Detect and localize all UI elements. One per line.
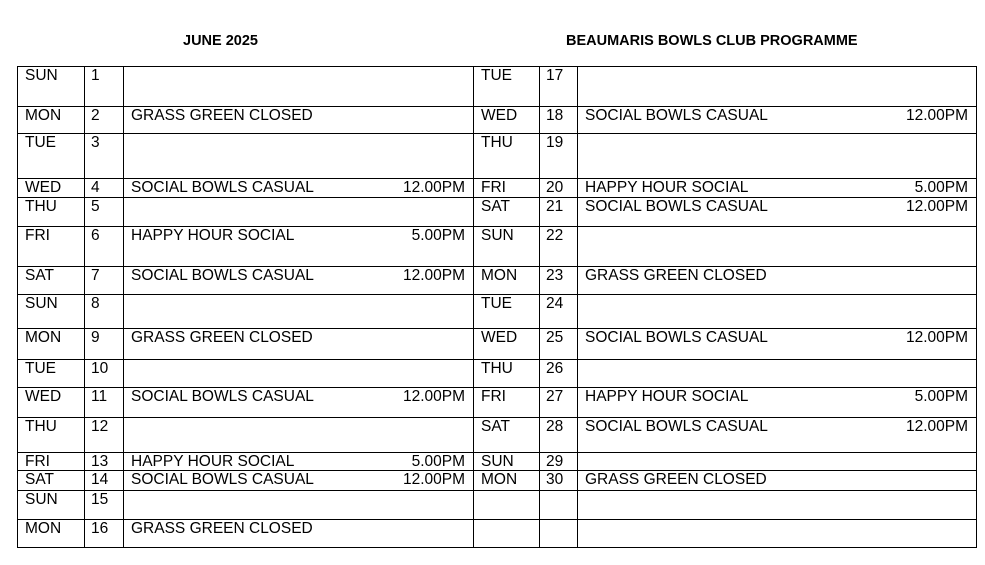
event-cell [124, 329, 474, 360]
table-row [18, 67, 977, 107]
day-cell: WED [474, 329, 540, 360]
day-cell: FRI [18, 227, 85, 267]
date-cell: 10 [85, 360, 124, 388]
event-cell [578, 227, 977, 267]
day-cell: TUE [18, 360, 85, 388]
event-name: SOCIAL BOWLS CASUAL [585, 418, 768, 435]
day-cell: SUN [474, 453, 540, 471]
day-cell: MON [18, 107, 85, 134]
day-cell: SAT [474, 418, 540, 453]
date-cell: 27 [540, 388, 578, 418]
date-cell [540, 520, 578, 548]
day-cell: THU [474, 360, 540, 388]
event-time: 5.00PM [411, 453, 465, 470]
day-cell: SAT [18, 471, 85, 491]
date-cell: 7 [85, 267, 124, 295]
day-cell [474, 520, 540, 548]
day-cell: WED [18, 179, 85, 198]
day-cell: WED [474, 107, 540, 134]
date-cell: 30 [540, 471, 578, 491]
date-cell: 26 [540, 360, 578, 388]
day-cell: FRI [474, 179, 540, 198]
event-cell [578, 360, 977, 388]
event-cell [578, 471, 977, 491]
day-cell: SUN [18, 67, 85, 107]
date-cell: 28 [540, 418, 578, 453]
day-cell: TUE [474, 295, 540, 329]
date-cell: 12 [85, 418, 124, 453]
event-cell [578, 134, 977, 179]
event-cell [124, 418, 474, 453]
event-cell [124, 360, 474, 388]
event-cell [578, 267, 977, 295]
event-cell [578, 67, 977, 107]
date-cell: 8 [85, 295, 124, 329]
date-cell: 4 [85, 179, 124, 198]
event-name: GRASS GREEN CLOSED [131, 329, 313, 346]
event-time: 12.00PM [402, 267, 465, 284]
event-name: HAPPY HOUR SOCIAL [585, 388, 749, 405]
day-cell: MON [474, 267, 540, 295]
date-cell: 23 [540, 267, 578, 295]
day-cell: SAT [18, 267, 85, 295]
event-name: HAPPY HOUR SOCIAL [585, 179, 749, 196]
event-cell [124, 471, 474, 491]
date-cell: 24 [540, 295, 578, 329]
event-cell [124, 453, 474, 471]
event-cell [124, 491, 474, 520]
date-cell: 11 [85, 388, 124, 418]
event-time: 12.00PM [905, 329, 968, 346]
event-name: SOCIAL BOWLS CASUAL [131, 471, 314, 488]
date-cell: 25 [540, 329, 578, 360]
club-programme-title: BEAUMARIS BOWLS CLUB PROGRAMME [566, 33, 858, 49]
event-time: 12.00PM [402, 471, 465, 488]
event-time: 12.00PM [905, 418, 968, 435]
day-cell [474, 491, 540, 520]
event-cell [578, 179, 977, 198]
day-cell: THU [18, 198, 85, 227]
table-row [18, 134, 977, 179]
event-cell [578, 198, 977, 227]
date-cell: 29 [540, 453, 578, 471]
day-cell: MON [18, 520, 85, 548]
day-cell: THU [18, 418, 85, 453]
date-cell: 17 [540, 67, 578, 107]
event-cell [578, 453, 977, 471]
event-time: 12.00PM [402, 388, 465, 405]
event-cell [578, 491, 977, 520]
date-cell: 16 [85, 520, 124, 548]
day-cell: FRI [474, 388, 540, 418]
date-cell: 5 [85, 198, 124, 227]
table-row [18, 179, 977, 198]
event-cell [124, 107, 474, 134]
table-row [18, 295, 977, 329]
day-cell: FRI [18, 453, 85, 471]
event-time: 12.00PM [905, 198, 968, 215]
date-cell: 3 [85, 134, 124, 179]
event-cell [124, 198, 474, 227]
event-name: SOCIAL BOWLS CASUAL [131, 388, 314, 405]
date-cell: 9 [85, 329, 124, 360]
table-row [18, 471, 977, 491]
date-cell: 21 [540, 198, 578, 227]
event-time: 5.00PM [914, 388, 968, 405]
event-name: SOCIAL BOWLS CASUAL [585, 107, 768, 124]
event-cell [578, 295, 977, 329]
event-cell [578, 418, 977, 453]
event-name: GRASS GREEN CLOSED [585, 267, 767, 284]
event-name: SOCIAL BOWLS CASUAL [131, 267, 314, 284]
event-name: HAPPY HOUR SOCIAL [131, 453, 295, 470]
event-time: 12.00PM [402, 179, 465, 196]
event-cell [578, 520, 977, 548]
day-cell: SUN [18, 491, 85, 520]
date-cell: 2 [85, 107, 124, 134]
event-cell [578, 388, 977, 418]
date-cell: 20 [540, 179, 578, 198]
event-name: SOCIAL BOWLS CASUAL [585, 329, 768, 346]
month-title: JUNE 2025 [183, 33, 258, 49]
table-row [18, 267, 977, 295]
table-row [18, 360, 977, 388]
date-cell: 18 [540, 107, 578, 134]
event-time: 12.00PM [905, 107, 968, 124]
table-row [18, 227, 977, 267]
event-name: GRASS GREEN CLOSED [131, 107, 313, 124]
date-cell: 13 [85, 453, 124, 471]
date-cell: 19 [540, 134, 578, 179]
event-cell [124, 388, 474, 418]
event-cell [578, 329, 977, 360]
day-cell: MON [474, 471, 540, 491]
date-cell [540, 491, 578, 520]
table-row [18, 520, 977, 548]
event-cell [124, 179, 474, 198]
date-cell: 14 [85, 471, 124, 491]
table-row [18, 198, 977, 227]
event-cell [124, 520, 474, 548]
event-time: 5.00PM [411, 227, 465, 244]
date-cell: 1 [85, 67, 124, 107]
date-cell: 15 [85, 491, 124, 520]
event-cell [578, 107, 977, 134]
event-time: 5.00PM [914, 179, 968, 196]
day-cell: SUN [18, 295, 85, 329]
event-cell [124, 227, 474, 267]
day-cell: WED [18, 388, 85, 418]
table-row [18, 329, 977, 360]
event-cell [124, 67, 474, 107]
event-name: GRASS GREEN CLOSED [585, 471, 767, 488]
event-cell [124, 295, 474, 329]
event-name: GRASS GREEN CLOSED [131, 520, 313, 537]
table-row [18, 107, 977, 134]
day-cell: SUN [474, 227, 540, 267]
table-row [18, 418, 977, 453]
date-cell: 22 [540, 227, 578, 267]
table-row [18, 491, 977, 520]
day-cell: THU [474, 134, 540, 179]
programme-table [17, 66, 977, 548]
day-cell: MON [18, 329, 85, 360]
table-row [18, 388, 977, 418]
event-name: HAPPY HOUR SOCIAL [131, 227, 295, 244]
day-cell: TUE [18, 134, 85, 179]
day-cell: TUE [474, 67, 540, 107]
event-cell [124, 134, 474, 179]
event-name: SOCIAL BOWLS CASUAL [131, 179, 314, 196]
event-name: SOCIAL BOWLS CASUAL [585, 198, 768, 215]
event-cell [124, 267, 474, 295]
table-row [18, 453, 977, 471]
date-cell: 6 [85, 227, 124, 267]
day-cell: SAT [474, 198, 540, 227]
